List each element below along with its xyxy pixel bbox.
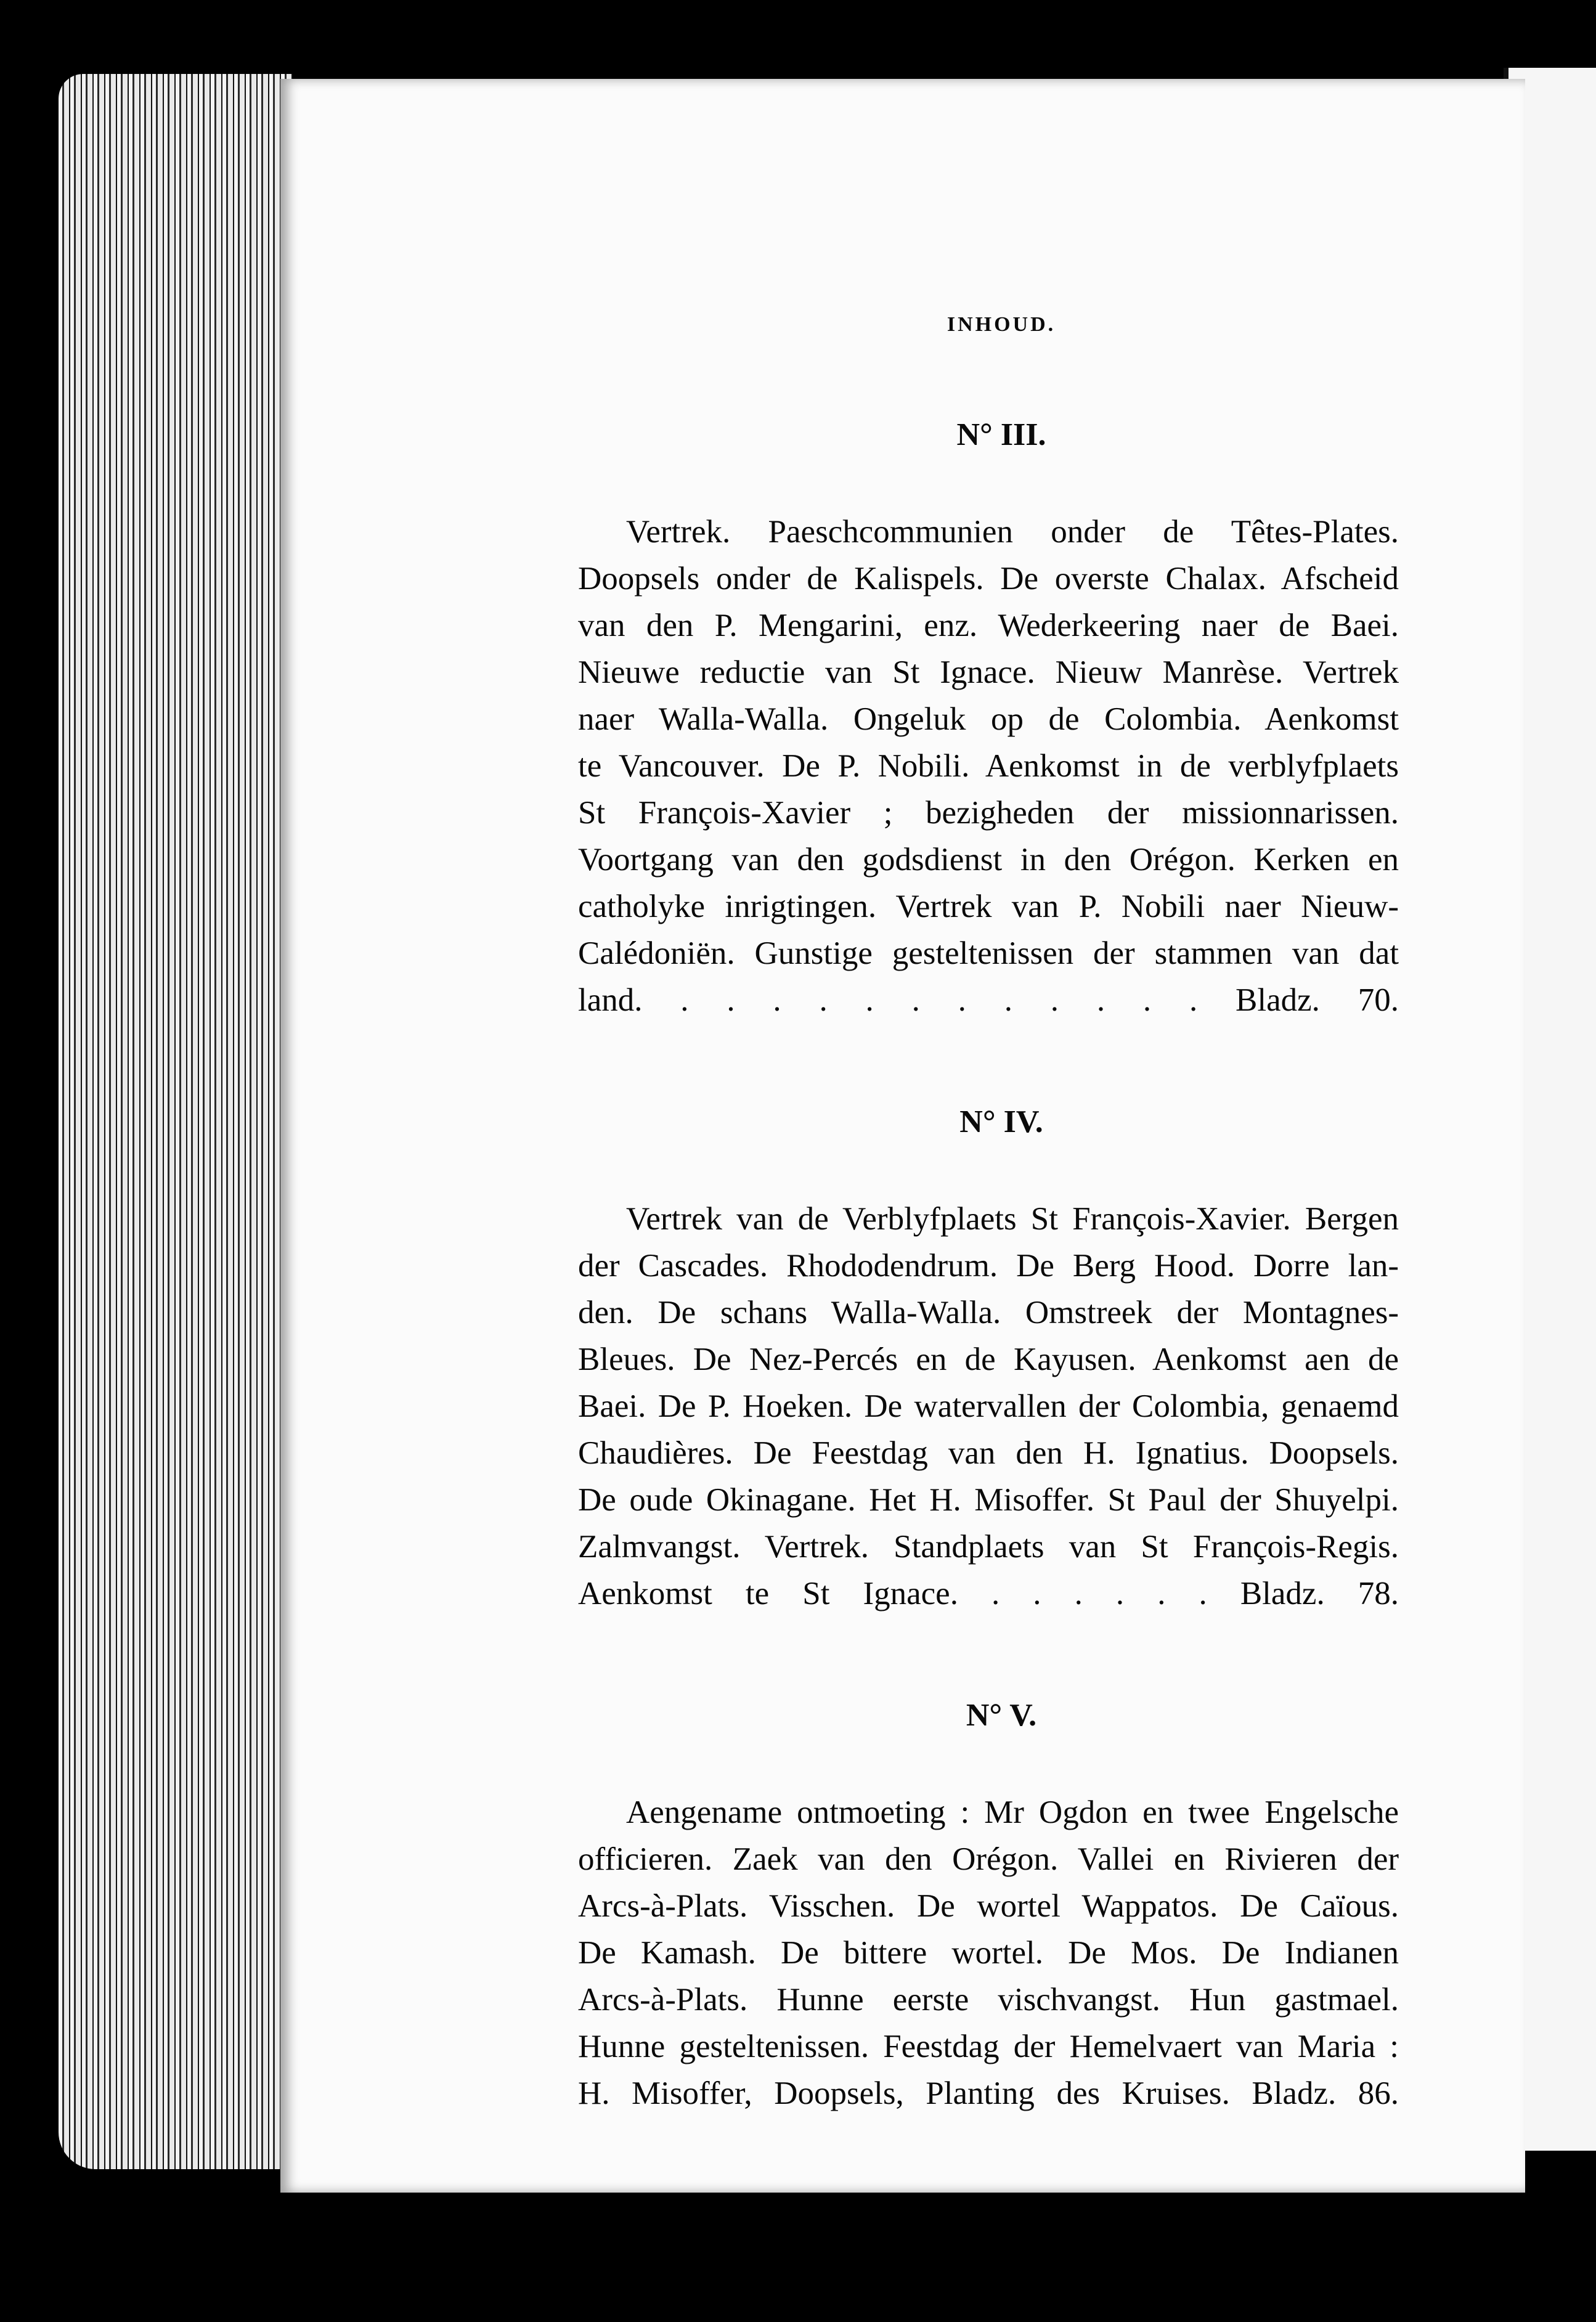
text-line: Aengename ontmoeting : Mr Ogdon en twee Engelsche xyxy=(626,1794,1399,1830)
text-line: De oude Okinagane. Het H. Misoffer. St Paul der Shuyelpi. xyxy=(578,1482,1399,1518)
text-line: Calédoniën. Gunstige gesteltenissen der stammen van dat xyxy=(578,935,1399,971)
text-line: Voortgang van den godsdienst in den Orégon. Kerken en xyxy=(578,842,1399,878)
text-line: Vertrek. Paeschcommunien onder de Têtes-Plates. xyxy=(626,514,1399,550)
text-line: De Kamash. De bittere wortel. De Mos. De Indianen xyxy=(578,1935,1399,1971)
section-summary-v xyxy=(530,1789,1399,2117)
table-of-contents xyxy=(530,221,1399,2117)
text-line: naer Walla-Walla. Ongeluk op de Colombia. Aenkomst xyxy=(578,701,1399,737)
book-page-edges xyxy=(59,74,293,2169)
text-line: Chaudières. De Feestdag van den H. Ignatius. Doopsels. xyxy=(578,1435,1399,1471)
text-line: St François-Xavier ; bezigheden der missionnarissen. xyxy=(578,795,1399,831)
text-line: catholyke inrigtingen. Vertrek van P. Nobili naer Nieuw- xyxy=(578,889,1399,924)
page xyxy=(280,79,1525,2193)
running-head: INHOUD. xyxy=(947,313,1056,336)
text-line: Vertrek van de Verblyfplaets St François-Xavier. Bergen xyxy=(626,1201,1399,1237)
section-summary-iv xyxy=(530,1196,1399,1617)
text-line: officieren. Zaek van den Orégon. Vallei en Rivieren der xyxy=(578,1841,1399,1877)
text-line: Arcs-à-Plats. Hunne eerste vischvangst. Hun gastmael. xyxy=(578,1982,1399,2018)
page-reference-line: land. . . . . . . . . . . . . Bladz. 70. xyxy=(578,982,1399,1018)
text-line: Zalmvangst. Vertrek. Standplaets van St François-Regis. xyxy=(578,1529,1399,1565)
text-line: Doopsels onder de Kalispels. De overste Chalax. Afscheid xyxy=(578,561,1399,597)
text-line: Arcs-à-Plats. Visschen. De wortel Wappatos. De Caïous. xyxy=(578,1888,1399,1924)
text-line: van den P. Mengarini, enz. Wederkeering naer de Baei. xyxy=(578,608,1399,643)
text-line: der Cascades. Rhododendrum. De Berg Hood. Dorre lan- xyxy=(578,1248,1399,1284)
text-line: Baei. De P. Hoeken. De watervallen der Colombia, genaemd xyxy=(578,1388,1399,1424)
section-number-v: N° V. xyxy=(966,1698,1037,1733)
text-line: Hunne gesteltenissen. Feestdag der Hemelvaert van Maria : xyxy=(578,2029,1399,2064)
section-number-iv: N° IV. xyxy=(959,1104,1043,1139)
text-line: te Vancouver. De P. Nobili. Aenkomst in de verblyfplaets xyxy=(578,748,1399,784)
text-line: Nieuwe reductie van St Ignace. Nieuw Manrèse. Vertrek xyxy=(578,654,1399,690)
page-reference-line: Aenkomst te St Ignace. . . . . . . Bladz. 78. xyxy=(578,1576,1399,1611)
text-line: Bleues. De Nez-Percés en de Kayusen. Aenkomst aen de xyxy=(578,1342,1399,1377)
section-number-iii: N° III. xyxy=(956,417,1046,452)
text-line: den. De schans Walla-Walla. Omstreek der Montagnes- xyxy=(578,1295,1399,1330)
page-reference-line: H. Misoffer, Doopsels, Planting des Kruises. Bladz. 86. xyxy=(578,2076,1399,2111)
section-summary-iii xyxy=(530,508,1399,1024)
